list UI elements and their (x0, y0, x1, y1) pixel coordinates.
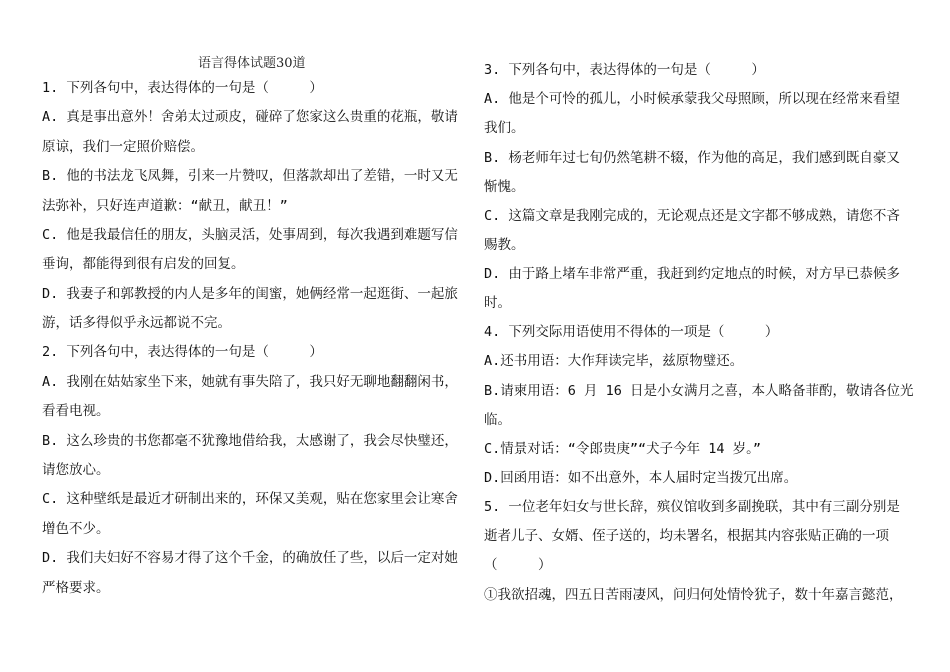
question-5-stem-line-2: 逝者儿子、女婿、侄子送的，均未署名，根据其内容张贴正确的一项 (484, 528, 889, 544)
question-5-stem-line-1: 5. 一位老年妇女与世长辞，殡仪馆收到多副挽联，其中有三副分别是 (484, 499, 900, 515)
question-1-stem: 1. 下列各句中，表达得体的一句是（ ） (42, 80, 323, 96)
question-2-option-a-line-2: 看看电视。 (42, 403, 110, 419)
question-3-option-d-line-1: D. 由于路上堵车非常严重，我赶到约定地点的时候，对方早已恭候多 (484, 266, 900, 282)
document-title: 语言得体试题30道 (198, 56, 306, 71)
question-3-option-b-line-1: B. 杨老师年过七旬仍然笔耕不辍，作为他的高足，我们感到既自豪又 (484, 150, 900, 166)
question-4-option-d: D.回函用语：如不出意外，本人届时定当拨冗出席。 (484, 470, 798, 486)
question-3-option-a-line-2: 我们。 (484, 120, 525, 136)
question-2-option-a-line-1: A. 我刚在姑姑家坐下来，她就有事失陪了，我只好无聊地翻翻闲书， (42, 374, 458, 390)
question-1-option-d-line-1: D. 我妻子和郭教授的内人是多年的闺蜜，她俩经常一起逛街、一起旅 (42, 286, 458, 302)
question-1-option-b-line-2: 法弥补，只好连声道歉：“献丑，献丑！” (42, 198, 288, 214)
question-1-option-a-line-1: A. 真是事出意外！舍弟太过顽皮，碰碎了您家这么贵重的花瓶，敬请 (42, 109, 458, 125)
question-2-option-c-line-2: 增色不少。 (42, 521, 110, 537)
question-5-answer-blank: （ ） (484, 557, 552, 573)
question-4-option-b-line-2: 临。 (484, 412, 511, 428)
question-3-option-b-line-2: 惭愧。 (484, 179, 525, 195)
question-2-option-c-line-1: C. 这种壁纸是最近才研制出来的，环保又美观，贴在您家里会让寒舍 (42, 491, 458, 507)
question-3-option-c-line-1: C. 这篇文章是我刚完成的，无论观点还是文字都不够成熟，请您不吝 (484, 208, 900, 224)
question-2-stem: 2. 下列各句中，表达得体的一句是（ ） (42, 344, 323, 360)
question-3-stem: 3. 下列各句中，表达得体的一句是（ ） (484, 62, 765, 78)
question-3-option-a-line-1: A. 他是个可怜的孤儿，小时候承蒙我父母照顾，所以现在经常来看望 (484, 91, 900, 107)
question-3-option-d-line-2: 时。 (484, 295, 511, 311)
question-2-option-d-line-1: D. 我们夫妇好不容易才得了这个千金，的确放任了些，以后一定对她 (42, 550, 458, 566)
question-4-option-c: C.情景对话：“令郎贵庚”“犬子今年 14 岁。” (484, 441, 762, 457)
question-1-option-c-line-2: 垂询，都能得到很有启发的回复。 (42, 256, 245, 272)
question-1-option-b-line-1: B. 他的书法龙飞凤舞，引来一片赞叹，但落款却出了差错，一时又无 (42, 168, 458, 184)
question-1-option-d-line-2: 游，话多得似乎永远都说不完。 (42, 315, 231, 331)
question-1-option-c-line-1: C. 他是我最信任的朋友，头脑灵活，处事周到，每次我遇到难题写信 (42, 227, 458, 243)
question-3-option-c-line-2: 赐教。 (484, 237, 525, 253)
question-2-option-b-line-1: B. 这么珍贵的书您都毫不犹豫地借给我，太感谢了，我会尽快璧还， (42, 433, 458, 449)
question-4-stem: 4. 下列交际用语使用不得体的一项是（ ） (484, 324, 779, 340)
question-2-option-b-line-2: 请您放心。 (42, 462, 110, 478)
question-1-option-a-line-2: 原谅，我们一定照价赔偿。 (42, 139, 204, 155)
question-4-option-b-line-1: B.请柬用语：6 月 16 日是小女满月之喜，本人略备菲酌，敬请各位光 (484, 383, 914, 399)
question-4-option-a: A.还书用语：大作拜读完毕，兹原物璧还。 (484, 353, 744, 369)
question-2-option-d-line-2: 严格要求。 (42, 580, 110, 596)
question-5-couplet-1: ①我欲招魂，四五日苦雨凄风，问归何处情怜犹子，数十年嘉言懿范， (484, 587, 903, 603)
